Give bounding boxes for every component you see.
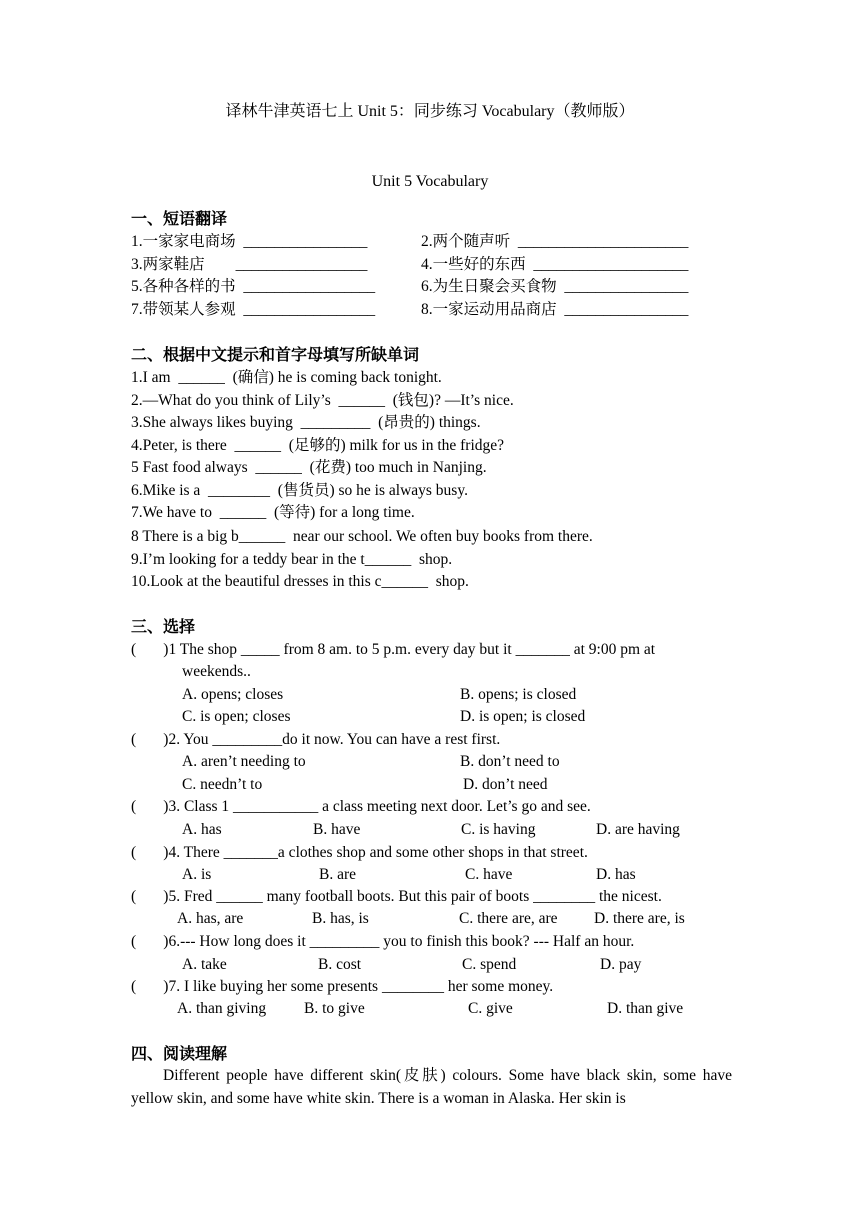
question-stem: ( )3. Class 1 ___________ a class meeting next door. Let’s go and see. xyxy=(131,798,591,815)
choice-option: D. there are, is xyxy=(594,910,685,927)
fill-in-item: 3.She always likes buying _________ (昂贵的) things. xyxy=(131,414,481,431)
choice-option: A. is xyxy=(182,866,212,883)
choice-option: D. is open; is closed xyxy=(460,708,586,725)
phrase-item: 6.为生日聚会买食物 ________________ xyxy=(421,278,689,295)
fill-in-item: 10.Look at the beautiful dresses in this c______ shop. xyxy=(131,573,469,590)
question-stem: ( )1 The shop _____ from 8 am. to 5 p.m. every day but it _______ at 9:00 pm at xyxy=(131,641,656,658)
phrase-item: 7.带领某人参观 _________________ xyxy=(131,301,376,318)
choice-option: B. has, is xyxy=(312,910,369,927)
choice-option: A. than giving xyxy=(177,1000,267,1017)
fill-in-item: 9.I’m looking for a teddy bear in the t______ shop. xyxy=(131,551,453,568)
choice-option: C. spend xyxy=(462,956,517,973)
choice-option: D. has xyxy=(596,866,636,883)
section-heading-fill-in: 二、根据中文提示和首字母填写所缺单词 xyxy=(131,345,420,364)
choice-option: B. don’t need to xyxy=(460,753,560,770)
phrase-item: 5.各种各样的书 _________________ xyxy=(131,278,376,295)
section-heading-reading: 四、阅读理解 xyxy=(131,1044,228,1063)
reading-paragraph: Different people have different skin(皮肤) colours. Some have black skin, some have yellow skin, and some have white skin. There is a woman in Alaska. Her skin is xyxy=(131,1067,732,1107)
choice-option: B. are xyxy=(319,866,357,883)
choice-option: B. have xyxy=(313,821,361,838)
question-stem: ( )7. I like buying her some presents ________ her some money. xyxy=(131,978,554,995)
fill-in-item: 8 There is a big b______ near our school. We often buy books from there. xyxy=(131,528,593,545)
choice-option: B. opens; is closed xyxy=(460,686,577,703)
choice-option: A. aren’t needing to xyxy=(182,753,306,770)
section-heading-choice: 三、选择 xyxy=(131,617,196,636)
question-stem: ( )5. Fred ______ many football boots. But this pair of boots ________ the nicest. xyxy=(131,888,662,905)
question-stem-continued: weekends.. xyxy=(182,663,251,680)
fill-in-item: 5 Fast food always ______ (花费) too much in Nanjing. xyxy=(131,459,487,476)
choice-option: C. is open; closes xyxy=(182,708,291,725)
choice-option: A. take xyxy=(182,956,227,973)
question-stem: ( )2. You _________do it now. You can have a rest first. xyxy=(131,731,501,748)
choice-option: A. has, are xyxy=(177,910,244,927)
phrase-item: 4.一些好的东西 ____________________ xyxy=(421,256,689,273)
choice-option: C. needn’t to xyxy=(182,776,263,793)
choice-option: C. is having xyxy=(461,821,536,838)
fill-in-item: 1.I am ______ (确信) he is coming back tonight. xyxy=(131,369,442,386)
choice-option: B. cost xyxy=(318,956,362,973)
question-stem: ( )6.--- How long does it _________ you to finish this book? --- Half an hour. xyxy=(131,933,635,950)
fill-in-item: 7.We have to ______ (等待) for a long time. xyxy=(131,504,415,521)
fill-in-item: 6.Mike is a ________ (售货员) so he is always busy. xyxy=(131,482,468,499)
fill-in-item: 2.—What do you think of Lily’s ______ (钱包)? —It’s nice. xyxy=(131,392,514,409)
choice-option: D. than give xyxy=(607,1000,684,1017)
document-subtitle: Unit 5 Vocabulary xyxy=(371,173,489,190)
choice-option: C. have xyxy=(465,866,513,883)
phrase-item: 8.一家运动用品商店 ________________ xyxy=(421,301,689,318)
choice-option: C. give xyxy=(468,1000,513,1017)
phrase-item: 1.一家家电商场 ________________ xyxy=(131,233,368,250)
question-stem: ( )4. There _______a clothes shop and some other shops in that street. xyxy=(131,844,588,861)
choice-option: A. opens; closes xyxy=(182,686,284,703)
choice-option: D. don’t need xyxy=(463,776,548,793)
phrase-item: 2.两个随声听 ______________________ xyxy=(421,233,689,250)
choice-option: D. pay xyxy=(600,956,642,973)
document-title: 译林牛津英语七上 Unit 5：同步练习 Vocabulary（教师版） xyxy=(225,103,635,120)
choice-option: A. has xyxy=(182,821,222,838)
fill-in-item: 4.Peter, is there ______ (足够的) milk for us in the fridge? xyxy=(131,437,505,454)
choice-option: C. there are, are xyxy=(459,910,558,927)
choice-option: B. to give xyxy=(304,1000,365,1017)
choice-option: D. are having xyxy=(596,821,680,838)
phrase-item: 3.两家鞋店 _________________ xyxy=(131,256,368,273)
section-heading-translation: 一、短语翻译 xyxy=(131,209,228,228)
